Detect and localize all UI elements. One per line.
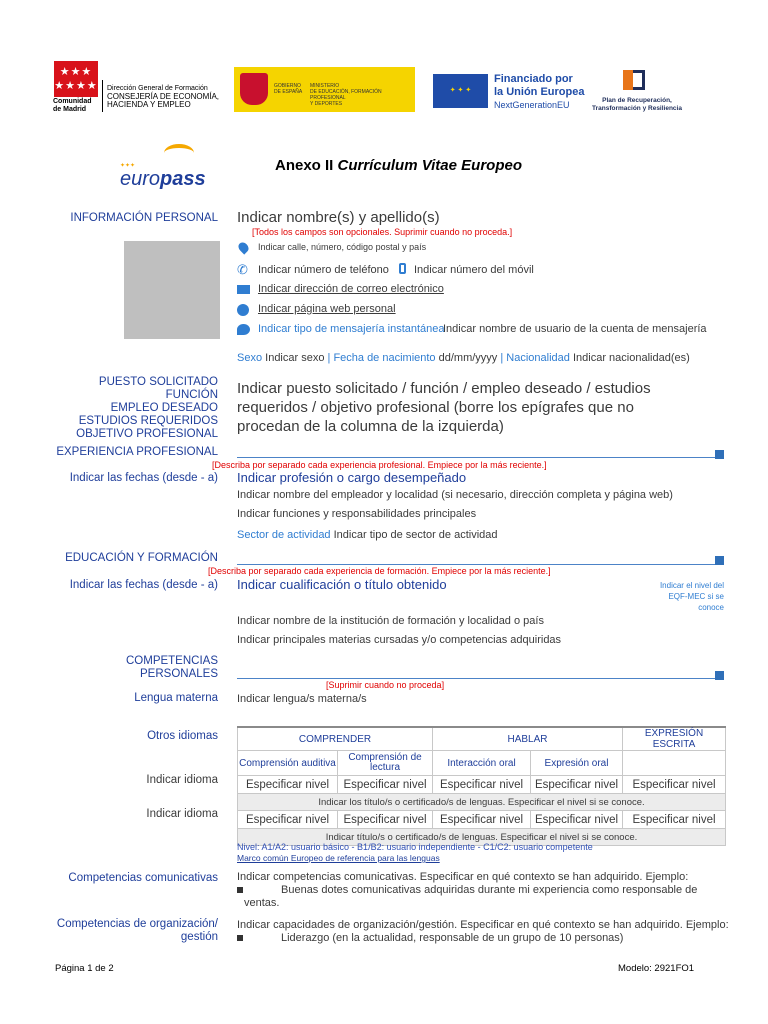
comunidad-madrid-logo [54,61,98,97]
communication-skills-label: Competencias comunicativas [68,872,218,884]
full-name-field[interactable]: Indicar nombre(s) y apellido(s) [237,209,440,226]
sex-label: Sexo [237,352,263,364]
education-dates[interactable]: Indicar las fechas (desde - a) [69,579,218,591]
optional-fields-note: [Todos los campos son opcionales. Suprimir cuando no proceda.] [252,227,513,237]
reading-line: Comprensión de [348,752,422,763]
level-cell[interactable]: Especificar nivel [531,811,623,829]
cv-label: Currículum Vitae Europeo [337,157,522,174]
section-divider [237,457,715,458]
section-position [76,376,218,441]
personal-details-row [237,352,690,364]
im-type-field[interactable]: Indicar tipo de mensajería instantánea [258,323,445,335]
page-number: Página 1 de 2 [55,963,114,974]
education-subjects[interactable]: Indicar principales materias cursadas y/o competencias adquiridas [237,634,562,646]
mother-tongue-field[interactable]: Indicar lengua/s materna/s [237,693,367,705]
section-divider [237,564,715,565]
desired-job-label: EMPLEO DESEADO [110,402,218,414]
interaction-header: Interacción oral [433,751,531,776]
address-field[interactable]: Indicar calle, número, código postal y país [258,242,427,252]
position-line: procedan de la columna de la izquierda) [237,418,504,435]
level-cell[interactable]: Especificar nivel [338,811,433,829]
nationality-label: Nacionalidad [506,352,570,364]
europass-stars-icon: ✦✦✦ [120,163,136,169]
europass-figure-icon [164,144,194,162]
level-cell[interactable]: Especificar nivel [623,811,726,829]
position-line: requeridos / objetivo profesional (borre los epígrafes que no [237,399,634,416]
listening-header: Comprensión auditiva [238,751,338,776]
levels-legend: Nivel: A1/A2: usuario básico - B1/B2: usuario independiente - C1/C2: usuario competente [237,842,593,852]
page-title [275,157,522,174]
experience-note: [Describa por separado cada experiencia profesional. Empiece por la más reciente.] [212,460,547,470]
europass-wordmark-a: euro [120,168,161,190]
phone-icon: ✆ [237,262,248,277]
section-skills [126,655,218,681]
eqf-line: conoce [698,603,724,612]
email-field[interactable]: Indicar dirección de correo electrónico [258,283,444,295]
gobierno-espana-logo [234,67,415,112]
table-header-row [238,727,726,751]
location-icon [236,240,250,254]
table-row [238,776,726,794]
phone-field[interactable]: Indicar número de teléfono [258,264,389,276]
reading-line: lectura [369,762,400,773]
position-field[interactable] [237,379,651,436]
gov-line: GOBIERNO [274,83,301,89]
section-divider [237,678,715,679]
ministry-line: MINISTERIO [310,83,340,89]
eqf-line: EQF-MEC si se [668,592,724,601]
write-subheader [623,751,726,776]
skills-note: [Suprimir cuando no proceda] [326,680,445,690]
comunidad-madrid-name: Comunidad de Madrid [53,98,92,113]
europass-wordmark [120,168,206,191]
bullet-text: Buenas dotes comunicativas adquiridas durante mi experiencia como responsable de [281,884,698,896]
speak-header: HABLAR [433,727,623,751]
cm-dept-line: Dirección General de Formación [107,85,208,92]
section-personal-info: INFORMACIÓN PERSONAL [70,212,218,224]
table-row [238,811,726,829]
bullet-icon [237,935,243,941]
function-label: FUNCIÓN [165,389,218,401]
experience-tasks[interactable]: Indicar funciones y responsabilidades principales [237,508,477,520]
experience-dates[interactable]: Indicar las fechas (desde - a) [69,472,218,484]
mobile-icon [399,263,406,274]
org-label-line: Competencias de organización/ [56,918,218,930]
language-label: Indicar idioma [146,808,218,820]
europass-wordmark-b: pass [160,168,206,190]
gov-text [274,83,302,95]
education-title[interactable]: Indicar cualificación o título obtenido [237,577,447,592]
separator: | [327,352,331,364]
education-institution[interactable]: Indicar nombre de la institución de formación y localidad o país [237,615,544,627]
nationality-field[interactable]: Indicar nacionalidad(es) [572,352,690,364]
section-marker-icon [715,556,724,565]
mother-tongue-label: Lengua materna [134,692,218,704]
organization-skills-label [57,918,218,944]
eqf-level-note[interactable] [640,580,724,613]
experience-employer[interactable]: Indicar nombre del empleador y localidad (si necesario, dirección completa y página web) [237,489,673,501]
framework-link[interactable]: Marco común Europeo de referencia para las lenguas [237,853,440,863]
chat-icon [237,324,250,335]
photo-placeholder[interactable] [124,241,220,339]
certificate-cell[interactable]: Indicar título/s o certificado/s de lenguas. Especificar el nivel si se conoce. [238,829,726,846]
position-label: PUESTO SOLICITADO [98,376,218,388]
web-icon [237,304,249,316]
certificate-cell[interactable]: Indicar los título/s o certificado/s de lenguas. Especificar el nivel si se conoce. [238,794,726,811]
section-marker-icon [715,671,724,680]
section-marker-icon [715,450,724,459]
bullet-text: Liderazgo (en la actualidad, responsable de un grupo de 10 personas) [281,932,624,944]
eqf-line: Indicar el nivel del [659,581,724,590]
level-cell[interactable]: Especificar nivel [238,776,338,794]
org-label-line: gestión [180,931,218,943]
cm-dept-line: CONSEJERÍA DE ECONOMÍA, [107,92,220,101]
education-note: [Describa por separado cada experiencia de formación. Empiece por la más reciente.] [208,566,551,576]
sector-field[interactable]: Indicar tipo de sector de actividad [333,529,498,541]
communication-bullet[interactable] [237,884,697,910]
eu-funding-text [494,73,584,112]
level-cell[interactable]: Especificar nivel [623,776,726,794]
experience-sector [237,529,498,541]
eu-line: NextGenerationEU [494,100,570,110]
website-field[interactable]: Indicar página web personal [258,303,396,315]
eu-flag-icon: ✦ ✦ ✦ [433,74,488,108]
birth-date-field[interactable]: dd/mm/yyyy [438,352,498,364]
gov-line: DE ESPAÑA [274,89,303,95]
europass-logo [118,142,222,192]
eu-line: la Unión Europea [494,86,585,98]
reading-header [338,751,433,776]
understand-header: COMPRENDER [238,727,433,751]
cm-department [107,85,219,109]
bullet-icon [237,887,243,893]
skills-label-line: COMPETENCIAS [125,655,218,667]
im-user-field[interactable]: Indicar nombre de usuario de la cuenta de mensajería [443,323,707,335]
position-line: Indicar puesto solicitado / función / empleo deseado / estudios [237,380,651,397]
prtr-line: Transformación y Resiliencia [592,105,682,112]
stars-icon: ★★★ ★★★★ [54,66,98,92]
table-subheader-row [238,751,726,776]
model-number: Modelo: 2921FO1 [618,963,695,974]
level-cell[interactable]: Especificar nivel [433,776,531,794]
cm-dept-line: HACIENDA Y EMPLEO [107,100,191,109]
experience-role[interactable]: Indicar profesión o cargo desempeñado [237,470,467,485]
prtr-text [586,97,688,113]
bullet-text: ventas. [244,897,280,909]
divider [102,80,103,112]
email-icon [237,285,250,294]
level-cell[interactable]: Especificar nivel [238,811,338,829]
other-languages-label: Otros idiomas [147,730,218,742]
write-header: EXPRESIÓN ESCRITA [623,727,726,751]
ministry-line: Y DEPORTES [310,101,343,107]
ministry-text [310,83,415,107]
section-education: EDUCACIÓN Y FORMACIÓN [65,552,218,564]
languages-table [237,726,726,846]
level-cell[interactable]: Especificar nivel [338,776,433,794]
sector-label: Sector de actividad [237,529,331,541]
language-label: Indicar idioma [146,774,218,786]
separator: | [500,352,504,364]
organization-skills-field[interactable]: Indicar capacidades de organización/gestión. Especificar en qué contexto se han adquirido. Ejemplo: [237,919,729,931]
section-experience: EXPERIENCIA PROFESIONAL [56,446,218,458]
required-studies-label: ESTUDIOS REQUERIDOS [78,415,218,427]
eu-line: Financiado por [494,73,573,85]
mobile-field[interactable]: Indicar número del móvil [414,264,534,276]
birth-date-label: Fecha de nacimiento [333,352,436,364]
ministry-line: DE EDUCACIÓN, FORMACIÓN PROFESIONAL [310,89,382,101]
objective-label: OBJETIVO PROFESIONAL [76,428,218,440]
table-row [238,794,726,811]
annex-label: Anexo II [275,157,338,174]
sex-field[interactable]: Indicar sexo [265,352,325,364]
level-cell[interactable]: Especificar nivel [531,776,623,794]
skills-label-line: PERSONALES [140,668,218,680]
level-cell[interactable]: Especificar nivel [433,811,531,829]
spain-shield-icon [240,73,268,105]
organization-bullet[interactable] [237,932,623,944]
prtr-logo-icon [621,68,649,94]
oral-header: Expresión oral [531,751,623,776]
communication-skills-field[interactable]: Indicar competencias comunicativas. Especificar en qué contexto se han adquirido. Ejemplo: [237,871,689,883]
prtr-line: Plan de Recuperación, [602,97,672,104]
